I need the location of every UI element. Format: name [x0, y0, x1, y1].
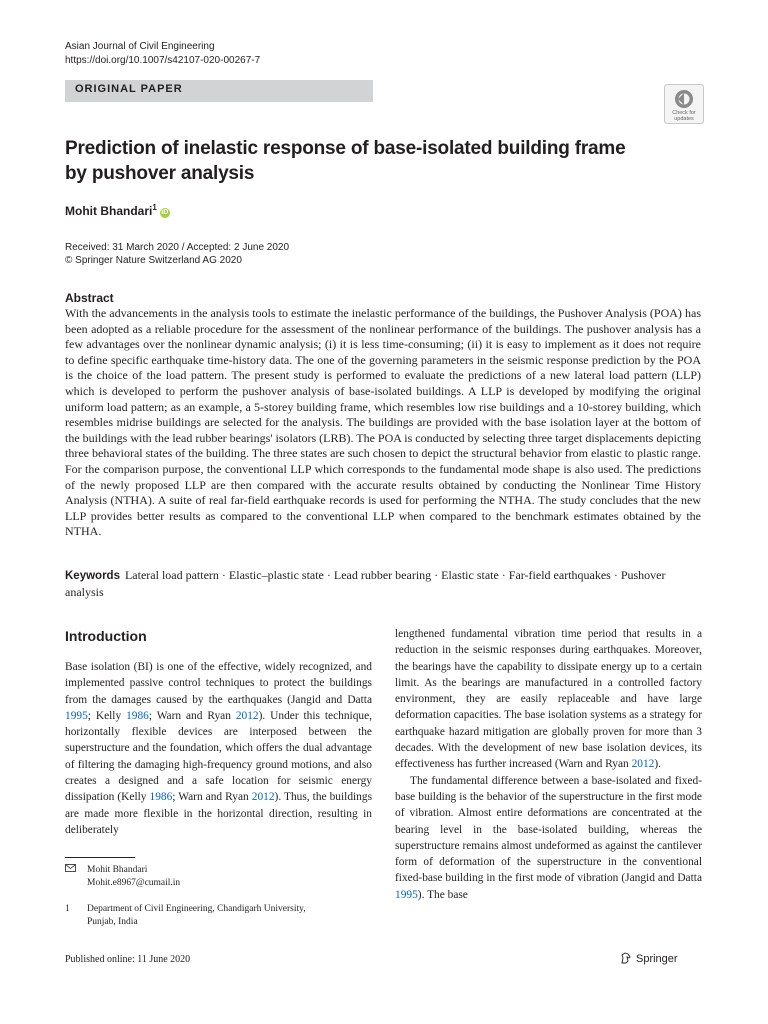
- intro-column-left: [65, 659, 372, 838]
- body-text: lengthened fundamental vibration time period that results in a reduction in the seismic responses during earthquakes. Moreover, the bearings have the capability to dissipate energy up to a certain limit. As the bearings are manufactured in a controlled factory environment, they are easily replaceable and have large deformation capacities. The base isolation systems as a strategy for earthquake hazard mitigation are globally proven for more than 3 decades. With the development of new base isolation devices, its effectiveness has further increased (Warn and Ryan: [395, 628, 702, 771]
- contact-name: Mohit Bhandari: [87, 865, 148, 875]
- citation-link[interactable]: 2012: [235, 709, 259, 722]
- journal-name: Asian Journal of Civil Engineering: [65, 41, 215, 52]
- abstract-heading: Abstract: [65, 291, 114, 305]
- citation-link[interactable]: 2012: [251, 791, 275, 804]
- crossmark-line1: Check for: [672, 110, 696, 116]
- body-text: ; Kelly: [87, 709, 127, 722]
- body-text: ). Thus, the buildings are made more flexible in the horizontal direction, resulting in deliberately: [65, 791, 372, 836]
- publisher-logo: [620, 952, 678, 967]
- article-dates: [65, 241, 289, 267]
- body-text: ; Warn and Ryan: [148, 709, 236, 722]
- author-name[interactable]: Mohit Bhandari: [65, 204, 153, 218]
- article-type-band: [65, 80, 373, 102]
- author-line: [65, 203, 170, 218]
- published-date: Published online: 11 June 2020: [65, 954, 191, 965]
- received-accepted: Received: 31 March 2020 / Accepted: 2 June 2020: [65, 242, 290, 253]
- title-line-2: by pushover analysis: [65, 163, 255, 184]
- publisher-name: Springer: [636, 953, 678, 965]
- journal-header: [65, 40, 260, 68]
- introduction-heading: Introduction: [65, 628, 147, 644]
- intro-paragraph-2: [395, 773, 702, 903]
- citation-link[interactable]: 1986: [126, 709, 149, 722]
- affiliation-footnote: [65, 903, 306, 929]
- affiliation-line-1: Department of Civil Engineering, Chandigarh University,: [87, 904, 306, 914]
- body-text: The fundamental difference between a base-isolated and fixed-base building is the behavior of the superstructure in the first mode of vibration. Almost entire deformations are concentrated at the bearing level in the base-isolated building, whereas the superstructure remains almost undeformed as against the cantilever form of deformation of the superstructure in the conventional fixed-base building in the first mode of vibration (Jangid and Datta: [395, 774, 702, 885]
- copyright: © Springer Nature Switzerland AG 2020: [65, 255, 242, 266]
- keywords: [65, 567, 701, 600]
- citation-link[interactable]: 1995: [395, 888, 418, 901]
- citation-link[interactable]: 2012: [631, 758, 655, 771]
- contact-footnote: [65, 864, 180, 890]
- paper-title: [65, 136, 685, 186]
- footnote-rule: [65, 857, 135, 858]
- intro-paragraph-1: [65, 659, 372, 838]
- article-type-label: ORIGINAL PAPER: [75, 83, 183, 95]
- title-line-1: Prediction of inelastic response of base-isolated building frame: [65, 138, 626, 159]
- abstract-text: With the advancements in the analysis tools to estimate the inelastic performance of the buildings, the Pushover Analysis (POA) has been adopted as a reliable procedure for the assessment of the nonlinear performance of the buildings. The pushover analysis has a few advantages over the nonlinear dynamic analysis; (i) it is less time-consuming; (ii) it is easy to implement as it does not require to define specific earthquake time-history data. The one of the governing parameters in the seismic response prediction by the POA is the choice of the load pattern. The present study is performed to evaluate the predictions of a new lateral load pattern (LLP) which is developed to perform the pushover analysis of base-isolated buildings. A LLP is developed by modifying the original uniform load pattern; as an example, a 5-storey building frame, which resembles low rise buildings and a 10-storey building, which resembles midrise buildings are selected for the analysis. The buildings are provided with the base isolation layer at the bottom of the buildings with the lead rubber bearings' isolators (LRB). The POA is conducted by selecting three target displacements depicting three behavioral states of the building. The three states are such chosen to depict the structural behavior from elastic to plastic range. For the comparison purpose, the conventional LLP which corresponds to the fundamental mode shape is also used. The predictions of the newly proposed LLP are then compared with the accurate results obtained by conducting the Nonlinear Time History Analysis (NTHA). A suite of real far-field earthquake records is used for performing the NTHA. The study concludes that the new LLP provides better results as compared to the conventional LLP when compared to the benchmark estimates obtained by the NTHA.: [65, 306, 701, 539]
- keywords-list: Lateral load pattern · Elastic–plastic state · Lead rubber bearing · Elastic state · Far-field earthquakes · Pushover analysis: [65, 568, 666, 599]
- body-text: ; Warn and Ryan: [172, 791, 252, 804]
- affiliation-line-2: Punjab, India: [87, 917, 138, 927]
- body-text: Base isolation (BI) is one of the effective, widely recognized, and implemented passive control techniques to protect the buildings from the damages caused by the earthquakes (Jangid and Datta: [65, 661, 372, 706]
- affiliation-mark: 1: [65, 904, 70, 914]
- body-text: ). Under this technique, horizontally flexible devices are interposed between the superstructure and the foundation, which offers the dual advantage of filtering the damaging high-frequency ground motions, and also creates a designed and a safe location for seismic energy dissipation (Kelly: [65, 709, 373, 804]
- author-affil-mark: 1: [152, 203, 157, 212]
- keywords-label: Keywords: [65, 570, 120, 582]
- orcid-icon[interactable]: iD: [161, 209, 169, 216]
- envelope-icon: [65, 864, 87, 877]
- citation-link[interactable]: 1986: [149, 791, 173, 804]
- intro-column-right: [395, 626, 702, 903]
- intro-paragraph-1-cont: [395, 626, 702, 773]
- body-text: ). The base: [417, 888, 468, 901]
- body-text: ).: [654, 758, 662, 771]
- check-for-updates-icon[interactable]: [664, 84, 704, 124]
- citation-link[interactable]: 1995: [65, 709, 88, 722]
- crossmark-line2: updates: [674, 116, 694, 122]
- springer-horse-icon: [620, 952, 632, 967]
- contact-email[interactable]: Mohit.e8967@cumail.in: [87, 878, 181, 888]
- doi-link[interactable]: https://doi.org/10.1007/s42107-020-00267-7: [65, 55, 261, 66]
